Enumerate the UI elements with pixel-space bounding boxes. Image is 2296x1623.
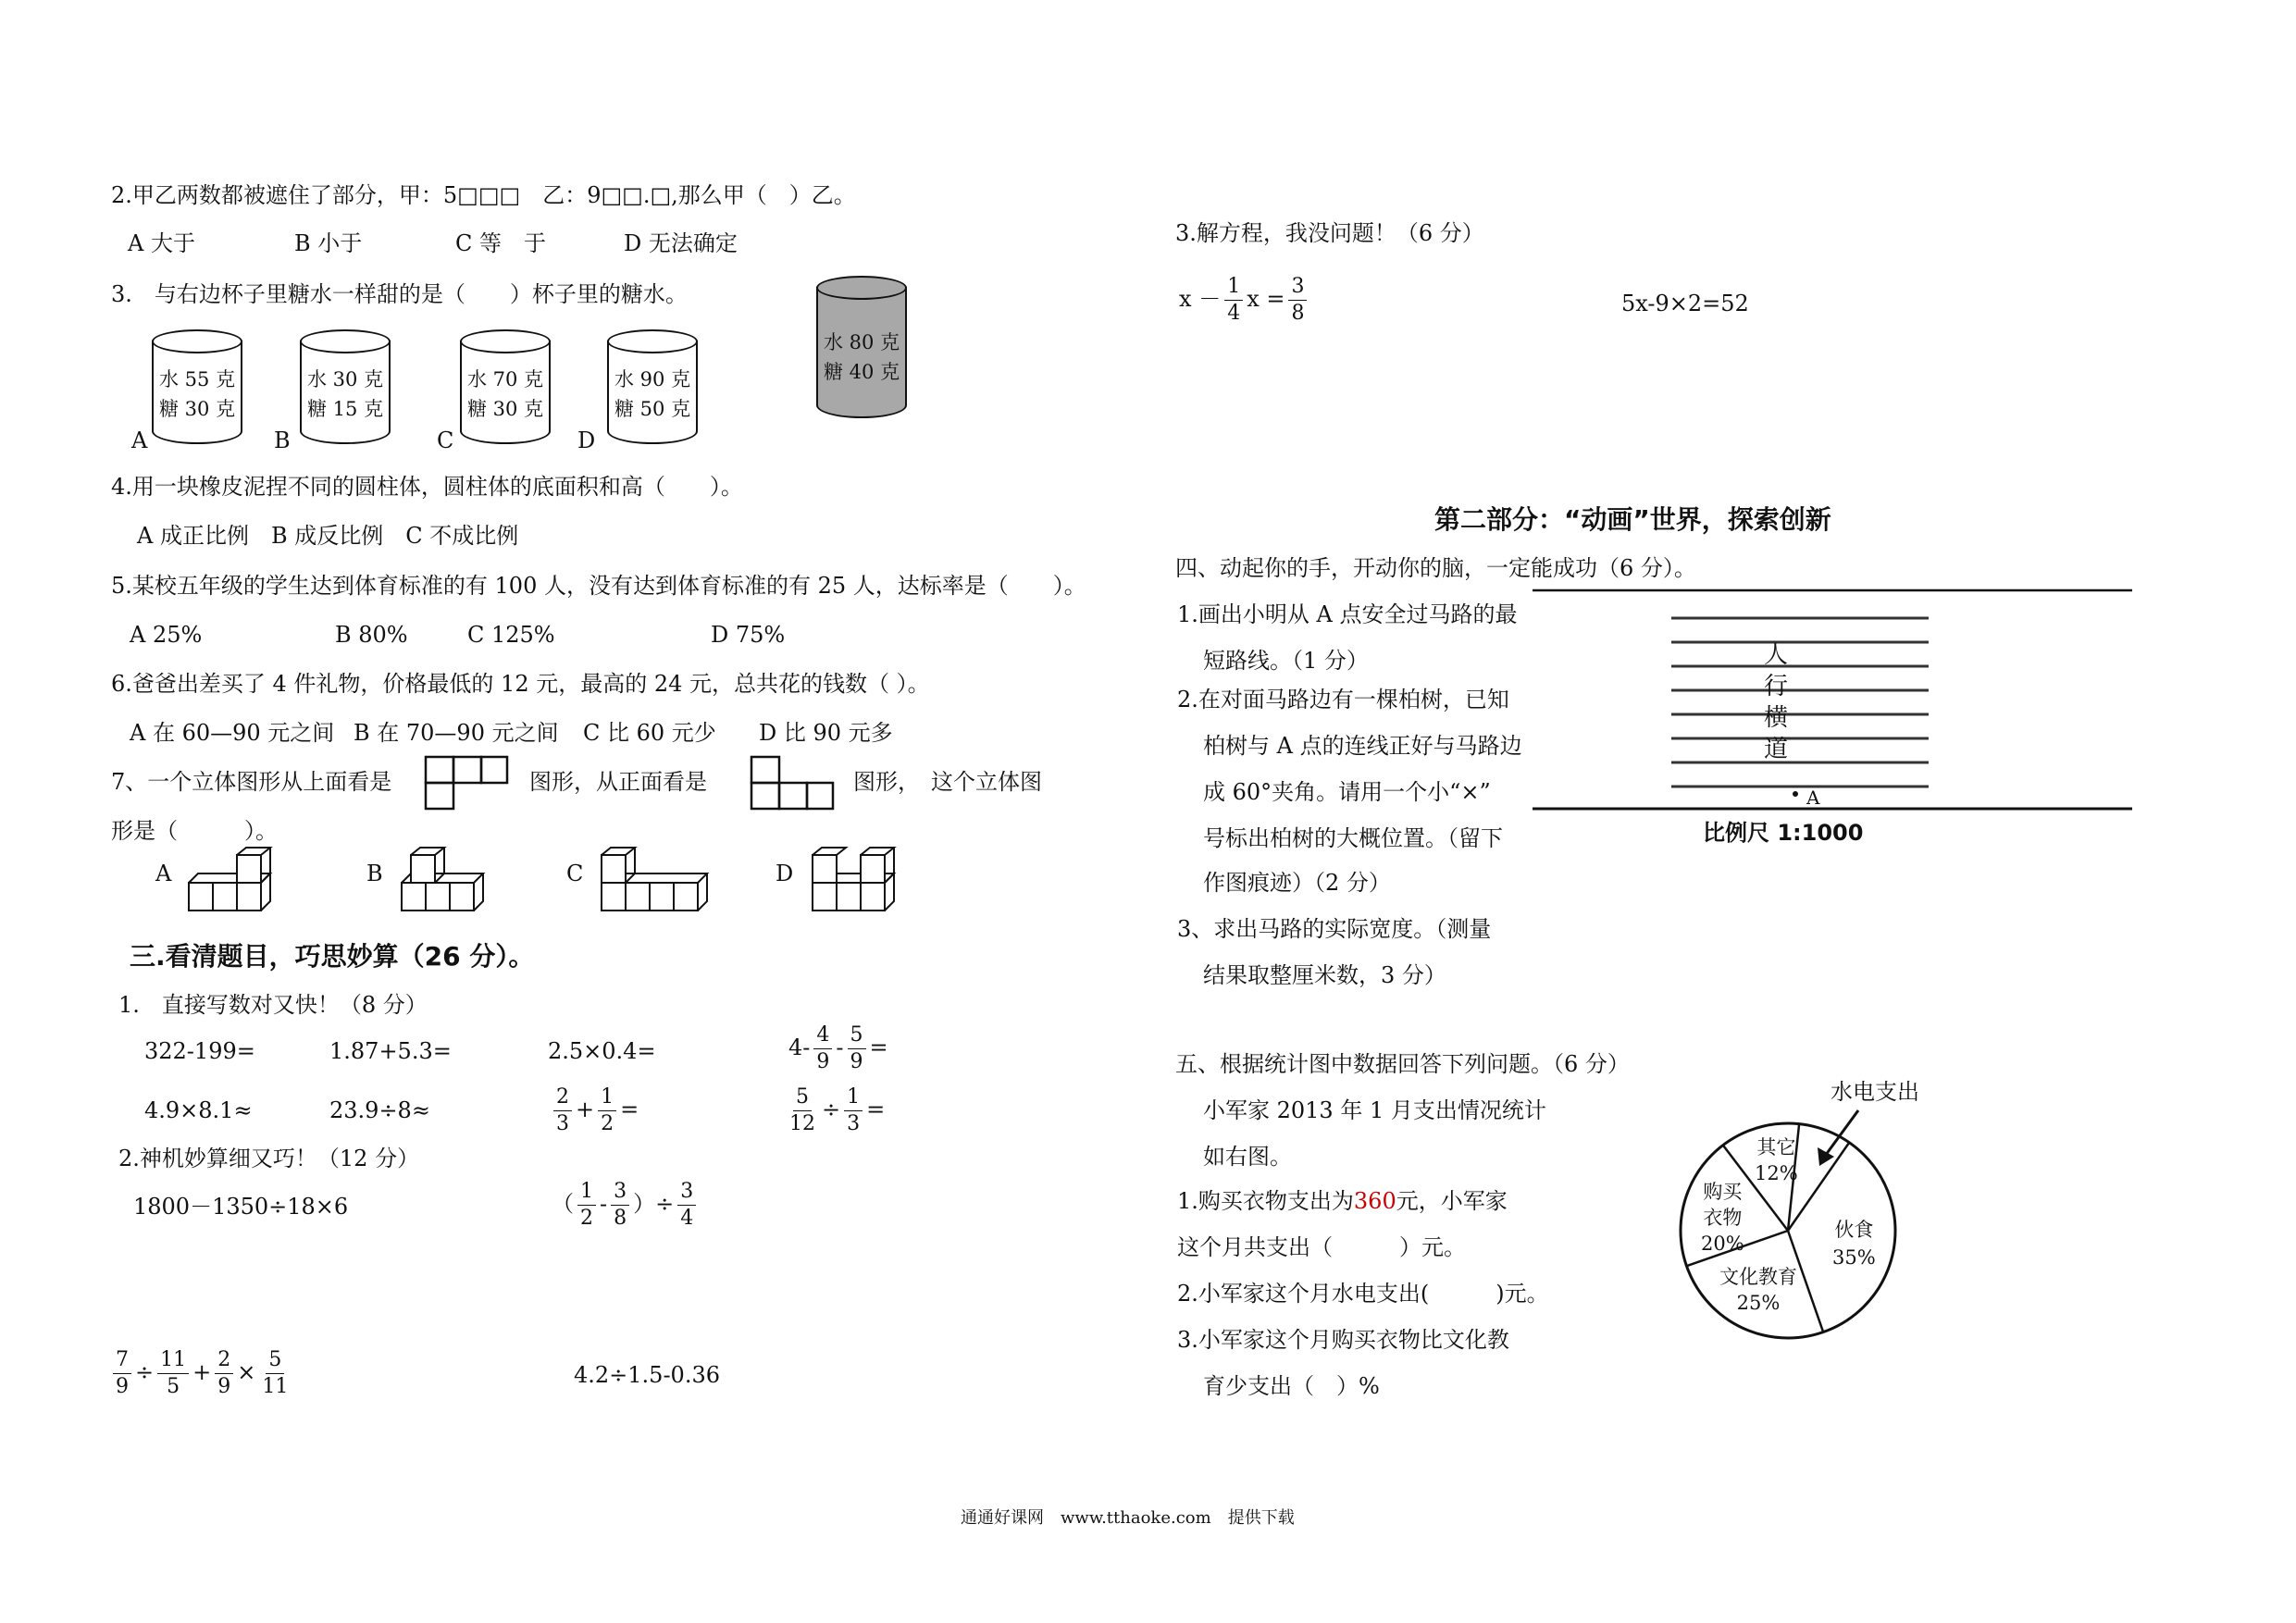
question-5-title: 五、根据统计图中数据回答下列问题。（6 分） bbox=[1175, 1051, 1630, 1077]
reference-cup: 水 80 克 糖 40 克 bbox=[816, 276, 907, 424]
q7-option-b-figure bbox=[398, 849, 500, 916]
q7-option-b-letter: B bbox=[366, 861, 383, 886]
front-view-figure bbox=[750, 755, 835, 811]
calc-5: 23.9÷8≈ bbox=[329, 1097, 430, 1123]
scale-label: 比例尺 1:1000 bbox=[1703, 820, 1864, 846]
q4-line-7: 作图痕迹）（2 分） bbox=[1203, 870, 1391, 896]
calc-1: 322-199= bbox=[144, 1038, 255, 1064]
cup-b-letter: B bbox=[274, 427, 291, 453]
q5-option-c: C 125% bbox=[467, 622, 555, 648]
expr-3: $\frac{7}{9}$ ÷ $\frac{11}{5}$ + $\frac{2}{9}$ × $\frac{5}{11}$ bbox=[109, 1347, 294, 1400]
q4-options: A 成正比例 B 成反比例 C 不成比例 bbox=[137, 523, 519, 549]
q7-option-a-figure bbox=[185, 849, 287, 916]
question-7a: 7、一个立体图形从上面看是 bbox=[111, 769, 392, 795]
q4-line-3: 2.在对面马路边有一棵柏树，已知 bbox=[1177, 687, 1509, 712]
q6-option-b: B 在 70—90 元之间 bbox=[354, 720, 559, 746]
cup-a: 水 55 克 糖 30 克 bbox=[152, 329, 242, 453]
q7-option-d-figure bbox=[809, 849, 901, 916]
cup-b: 水 30 克 糖 15 克 bbox=[300, 329, 391, 453]
q5-item-1b: 这个月共支出（ ）元。 bbox=[1177, 1234, 1466, 1260]
pie-label-other: 其它 12% bbox=[1755, 1136, 1798, 1184]
crosswalk-char-3: 横 bbox=[1764, 704, 1789, 732]
q4-line-5: 成 60°夹角。请用一个小“×” bbox=[1203, 779, 1491, 805]
section-3-sub2: 2.神机妙算细又巧！（12 分） bbox=[118, 1146, 420, 1171]
question-7b: 图形，从正面看是 bbox=[529, 769, 707, 795]
pie-callout-arrow bbox=[1814, 1107, 1869, 1181]
top-view-figure bbox=[424, 755, 509, 811]
equation-title: 3.解方程，我没问题！（6 分） bbox=[1175, 220, 1484, 246]
expr-2: （ $\frac{1}{2}$ - $\frac{3}{8}$ ）÷ $\frac{3}{4}$ bbox=[552, 1179, 700, 1232]
question-5: 5.某校五年级的学生达到体育标准的有 100 人，没有达到体育标准的有 25 人，达标率是（ ）。 bbox=[111, 573, 1086, 599]
q7-option-a-letter: A bbox=[155, 861, 172, 886]
calc-frac-3: $\frac{5}{12}$ ÷ $\frac{1}{3}$ = bbox=[789, 1085, 886, 1135]
section-3-sub1: 1. 直接写数对又快！（8 分） bbox=[118, 992, 428, 1018]
q7-option-d-letter: D bbox=[776, 861, 794, 886]
calc-2: 1.87+5.3= bbox=[329, 1038, 452, 1064]
q2-option-a: A 大于 bbox=[128, 230, 195, 256]
road-diagram bbox=[1533, 588, 2134, 811]
pie-callout-label: 水电支出 bbox=[1831, 1079, 1919, 1105]
pie-label-education: 文化教育 25% bbox=[1719, 1266, 1797, 1314]
pie-label-clothes: 购买 衣物 20% bbox=[1701, 1181, 1744, 1255]
crosswalk-char-1: 人 bbox=[1764, 641, 1789, 669]
q5-intro-2: 如右图。 bbox=[1203, 1144, 1292, 1170]
q6-option-c: C 比 60 元少 bbox=[583, 720, 716, 746]
q2-option-c: C 等 于 bbox=[455, 230, 546, 256]
cup-a-letter: A bbox=[131, 427, 148, 453]
q5-option-d: D 75% bbox=[711, 622, 786, 648]
cup-d-letter: D bbox=[577, 427, 596, 453]
equation-1: x － $\frac{1}{4}$ x = $\frac{3}{8}$ bbox=[1179, 274, 1310, 327]
expr-1: 1800－1350÷18×6 bbox=[133, 1194, 349, 1220]
q5-option-b: B 80% bbox=[335, 622, 408, 648]
question-6: 6.爸爸出差买了 4 件礼物，价格最低的 12 元，最高的 24 元，总共花的钱数（ ）。 bbox=[111, 671, 930, 697]
crosswalk-char-4: 道 bbox=[1764, 736, 1789, 763]
cup-c-letter: C bbox=[437, 427, 454, 453]
q4-line-4: 柏树与 A 点的连线正好与马路边 bbox=[1203, 733, 1522, 759]
calc-frac-1: 4- $\frac{4}{9}$ - $\frac{5}{9}$ = bbox=[788, 1023, 888, 1073]
footer: 通通好课网 www.tthaoke.com 提供下载 bbox=[961, 1508, 1295, 1528]
q7-option-c-figure bbox=[598, 849, 713, 916]
calc-3: 2.5×0.4= bbox=[548, 1038, 656, 1064]
q5-option-a: A 25% bbox=[130, 622, 203, 648]
q5-item-3b: 育少支出（ ）% bbox=[1203, 1373, 1380, 1399]
q7-option-c-letter: C bbox=[566, 861, 584, 886]
question-2: 2.甲乙两数都被遮住了部分，甲：5□□□ 乙：9□□.□,那么甲（ ）乙。 bbox=[111, 182, 856, 208]
calc-4: 4.9×8.1≈ bbox=[144, 1097, 253, 1123]
q4-line-6: 号标出柏树的大概位置。（留下 bbox=[1203, 825, 1503, 851]
q4-line-9: 结果取整厘米数，3 分） bbox=[1203, 962, 1446, 988]
q5-intro-1: 小军家 2013 年 1 月支出情况统计 bbox=[1203, 1097, 1546, 1123]
q2-option-b: B 小于 bbox=[294, 230, 363, 256]
point-a: A bbox=[1806, 787, 1820, 809]
expr-4: 4.2÷1.5-0.36 bbox=[574, 1362, 720, 1388]
q2-option-d: D 无法确定 bbox=[624, 230, 738, 256]
question-7d: 形是（ ）。 bbox=[111, 818, 278, 844]
q5-item-2: 2.小军家这个月水电支出( )元。 bbox=[1177, 1281, 1549, 1307]
question-7c: 图形， 这个立体图 bbox=[853, 769, 1042, 795]
q5-item-3: 3.小军家这个月购买衣物比文化教 bbox=[1177, 1327, 1509, 1353]
section-3-title: 三.看清题目，巧思妙算（26 分）。 bbox=[130, 941, 535, 972]
crosswalk-char-2: 行 bbox=[1764, 673, 1789, 700]
q6-option-a: A 在 60—90 元之间 bbox=[130, 720, 335, 746]
calc-frac-2: $\frac{2}{3}$ + $\frac{1}{2}$ = bbox=[550, 1084, 639, 1137]
question-4: 4.用一块橡皮泥捏不同的圆柱体，圆柱体的底面积和高（ ）。 bbox=[111, 474, 743, 500]
cup-c: 水 70 克 糖 30 克 bbox=[460, 329, 551, 453]
q6-option-d: D 比 90 元多 bbox=[759, 720, 893, 746]
part-2-title: 第二部分：“动画”世界，探索创新 bbox=[1434, 504, 1831, 535]
question-4-title: 四、动起你的手，开动你的脑，一定能成功（6 分）。 bbox=[1175, 555, 1696, 581]
cup-d: 水 90 克 糖 50 克 bbox=[607, 329, 698, 453]
pie-label-food: 伙食 35% bbox=[1832, 1219, 1876, 1269]
q5-item-1: 1.购买衣物支出为360元，小军家 bbox=[1177, 1188, 1508, 1214]
q4-line-8: 3、求出马路的实际宽度。（测量 bbox=[1177, 916, 1492, 942]
q4-line-2: 短路线。（1 分） bbox=[1203, 648, 1369, 674]
q4-line-1: 1.画出小明从 A 点安全过马路的最 bbox=[1177, 601, 1518, 627]
question-3: 3. 与右边杯子里糖水一样甜的是（ ）杯子里的糖水。 bbox=[111, 281, 688, 307]
equation-2: 5x-9×2=52 bbox=[1621, 291, 1749, 316]
